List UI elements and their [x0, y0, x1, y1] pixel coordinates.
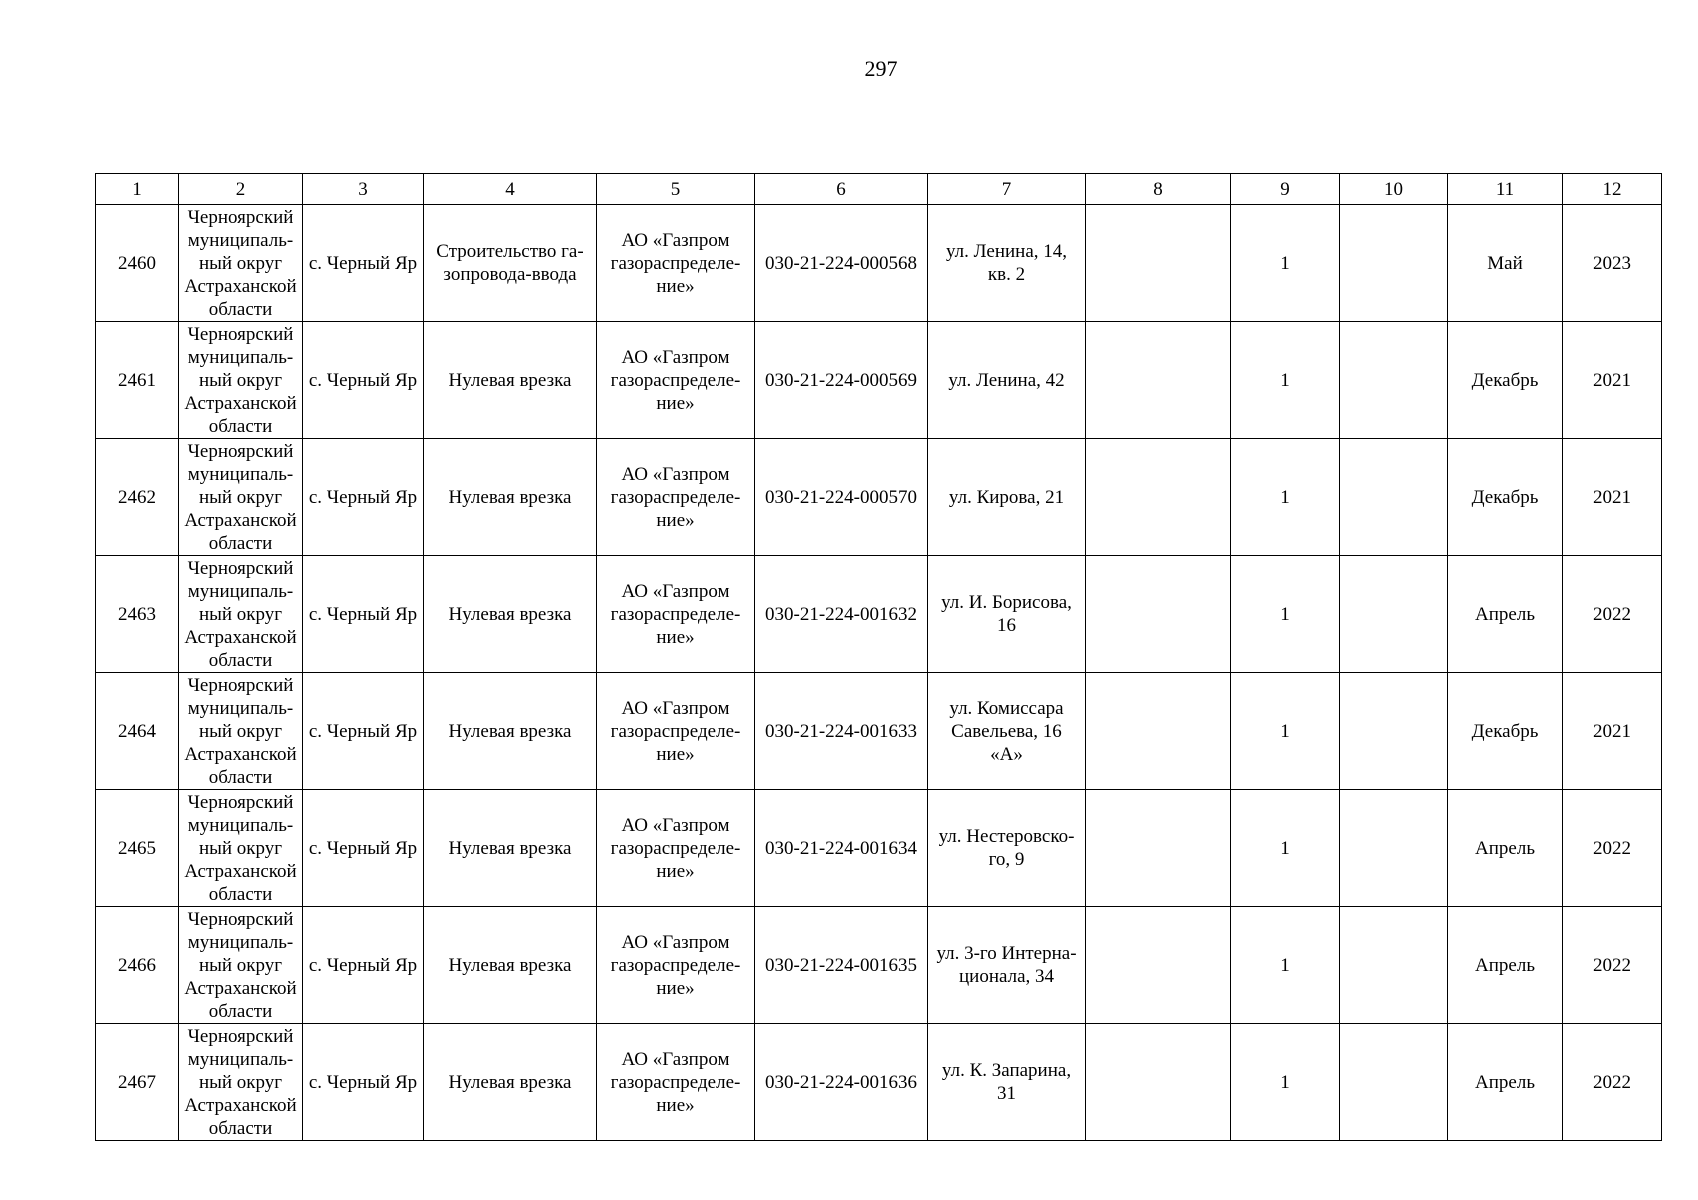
data-table [95, 173, 1662, 1141]
cell-line: Нулевая врезка [448, 954, 572, 976]
cell-line: 31 [997, 1083, 1016, 1104]
cell-line: газораспределе- [610, 252, 741, 274]
cell-line: АО «Газпром [621, 229, 730, 251]
column-header: 8 [1086, 174, 1231, 205]
column-10-cell [1340, 439, 1448, 556]
cell-line: АО «Газпром [621, 580, 730, 602]
cell-line: АО «Газпром [621, 814, 730, 836]
cell-line: муниципаль- [187, 1048, 294, 1070]
work-type-cell [424, 673, 597, 790]
cell-line: ный округ [198, 720, 283, 742]
organization-cell [597, 556, 755, 673]
cell-line: АО «Газпром [621, 931, 730, 953]
cell-line: ул. Нестеровско- [938, 826, 1075, 847]
cell-line: ционала, 34 [958, 966, 1055, 987]
object-code-cell: 030-21-224-001635 [755, 907, 928, 1024]
column-8-cell [1086, 907, 1231, 1024]
cell-line: АО «Газпром [621, 463, 730, 485]
organization-cell [597, 439, 755, 556]
column-10-cell [1340, 1024, 1448, 1141]
municipality-cell [179, 790, 303, 907]
cell-line: Астраханской [184, 977, 297, 999]
cell-line: ние» [656, 1094, 695, 1116]
header-row [96, 174, 1662, 205]
organization-cell [597, 673, 755, 790]
column-10-cell [1340, 322, 1448, 439]
work-type-cell [424, 322, 597, 439]
year-cell: 2022 [1563, 790, 1662, 907]
cell-line: газораспределе- [610, 369, 741, 391]
year-cell: 2021 [1563, 322, 1662, 439]
cell-line: муниципаль- [187, 814, 294, 836]
column-10-cell [1340, 673, 1448, 790]
row-number-cell: 2461 [96, 322, 179, 439]
address-cell [928, 439, 1086, 556]
organization-cell [597, 907, 755, 1024]
cell-line: Нулевая врезка [448, 837, 572, 859]
column-header: 7 [928, 174, 1086, 205]
year-cell: 2022 [1563, 556, 1662, 673]
address-cell [928, 673, 1086, 790]
cell-line: Нулевая врезка [448, 720, 572, 742]
table-row [96, 790, 1662, 907]
cell-line: газораспределе- [610, 603, 741, 625]
locality-cell: с. Черный Яр [303, 205, 424, 322]
work-type-cell [424, 1024, 597, 1141]
cell-line: ние» [656, 275, 695, 297]
row-number-cell: 2462 [96, 439, 179, 556]
cell-line: Нулевая врезка [448, 603, 572, 625]
cell-line: ние» [656, 860, 695, 882]
municipality-cell [179, 1024, 303, 1141]
column-8-cell [1086, 673, 1231, 790]
cell-line: Астраханской [184, 1094, 297, 1116]
cell-line: зопровода-ввода [443, 264, 577, 285]
cell-line: ул. 3-го Интерна- [936, 943, 1077, 964]
locality-cell: с. Черный Яр [303, 907, 424, 1024]
quantity-cell: 1 [1231, 322, 1340, 439]
cell-line: ние» [656, 977, 695, 999]
cell-line: муниципаль- [187, 346, 294, 368]
cell-line: ул. Кирова, 21 [948, 486, 1065, 508]
cell-line: области [208, 298, 273, 320]
column-8-cell [1086, 790, 1231, 907]
row-number-cell: 2460 [96, 205, 179, 322]
table-row [96, 556, 1662, 673]
cell-line: Черноярский [187, 791, 294, 813]
month-cell: Апрель [1448, 790, 1563, 907]
column-10-cell [1340, 205, 1448, 322]
locality-cell: с. Черный Яр [303, 1024, 424, 1141]
row-number-cell: 2464 [96, 673, 179, 790]
column-header: 3 [303, 174, 424, 205]
quantity-cell: 1 [1231, 556, 1340, 673]
cell-line: ный округ [198, 1071, 283, 1093]
column-10-cell [1340, 790, 1448, 907]
column-8-cell [1086, 439, 1231, 556]
cell-line: ул. Ленина, 42 [948, 369, 1065, 391]
table-row [96, 439, 1662, 556]
cell-line: газораспределе- [610, 720, 741, 742]
column-header: 5 [597, 174, 755, 205]
column-8-cell [1086, 556, 1231, 673]
object-code-cell: 030-21-224-001632 [755, 556, 928, 673]
cell-line: Черноярский [187, 323, 294, 345]
column-header: 1 [96, 174, 179, 205]
year-cell: 2021 [1563, 673, 1662, 790]
municipality-cell [179, 439, 303, 556]
locality-cell: с. Черный Яр [303, 439, 424, 556]
cell-line: газораспределе- [610, 954, 741, 976]
cell-line: области [208, 1000, 273, 1022]
row-number-cell: 2467 [96, 1024, 179, 1141]
cell-line: Черноярский [187, 1025, 294, 1047]
column-10-cell [1340, 907, 1448, 1024]
work-type-cell [424, 790, 597, 907]
municipality-cell [179, 205, 303, 322]
cell-line: Черноярский [187, 440, 294, 462]
locality-cell: с. Черный Яр [303, 322, 424, 439]
cell-line: Савельева, 16 [951, 720, 1062, 742]
organization-cell [597, 322, 755, 439]
cell-line: области [208, 1117, 273, 1139]
column-header: 10 [1340, 174, 1448, 205]
address-cell [928, 907, 1086, 1024]
cell-line: ние» [656, 626, 695, 648]
cell-line: Астраханской [184, 392, 297, 414]
cell-line: Черноярский [187, 674, 294, 696]
cell-line: ул. И. Борисова, [941, 592, 1072, 613]
object-code-cell: 030-21-224-001636 [755, 1024, 928, 1141]
work-type-cell [424, 205, 597, 322]
cell-line: муниципаль- [187, 580, 294, 602]
cell-line: Черноярский [187, 908, 294, 930]
quantity-cell: 1 [1231, 907, 1340, 1024]
cell-line: муниципаль- [187, 931, 294, 953]
cell-line: Строительство га- [436, 241, 584, 262]
column-header: 6 [755, 174, 928, 205]
object-code-cell: 030-21-224-001634 [755, 790, 928, 907]
year-cell: 2021 [1563, 439, 1662, 556]
cell-line: Нулевая врезка [448, 369, 572, 391]
cell-line: газораспределе- [610, 1071, 741, 1093]
table-row [96, 1024, 1662, 1141]
cell-line: Нулевая врезка [448, 486, 572, 508]
quantity-cell: 1 [1231, 1024, 1340, 1141]
table-row [96, 673, 1662, 790]
cell-line: ный округ [198, 603, 283, 625]
cell-line: газораспределе- [610, 486, 741, 508]
address-cell [928, 790, 1086, 907]
cell-line: муниципаль- [187, 697, 294, 719]
month-cell: Апрель [1448, 1024, 1563, 1141]
cell-line: ул. Ленина, 14, [945, 241, 1068, 262]
cell-line: ул. К. Запарина, [941, 1060, 1072, 1081]
month-cell: Декабрь [1448, 322, 1563, 439]
month-cell: Декабрь [1448, 673, 1563, 790]
address-cell [928, 205, 1086, 322]
quantity-cell: 1 [1231, 790, 1340, 907]
column-8-cell [1086, 1024, 1231, 1141]
cell-line: ный округ [198, 486, 283, 508]
organization-cell [597, 790, 755, 907]
row-number-cell: 2463 [96, 556, 179, 673]
row-number-cell: 2466 [96, 907, 179, 1024]
column-10-cell [1340, 556, 1448, 673]
quantity-cell: 1 [1231, 673, 1340, 790]
work-type-cell [424, 556, 597, 673]
column-header: 11 [1448, 174, 1563, 205]
work-type-cell [424, 439, 597, 556]
work-type-cell [424, 907, 597, 1024]
cell-line: муниципаль- [187, 463, 294, 485]
cell-line: муниципаль- [187, 229, 294, 251]
cell-line: Астраханской [184, 626, 297, 648]
column-header: 9 [1231, 174, 1340, 205]
cell-line: ние» [656, 509, 695, 531]
cell-line: 16 [997, 615, 1016, 636]
quantity-cell: 1 [1231, 205, 1340, 322]
month-cell: Май [1448, 205, 1563, 322]
municipality-cell [179, 673, 303, 790]
object-code-cell: 030-21-224-000570 [755, 439, 928, 556]
object-code-cell: 030-21-224-000569 [755, 322, 928, 439]
cell-line: ный округ [198, 954, 283, 976]
cell-line: «А» [990, 743, 1023, 765]
cell-line: го, 9 [988, 849, 1025, 870]
table-row [96, 907, 1662, 1024]
year-cell: 2022 [1563, 907, 1662, 1024]
month-cell: Декабрь [1448, 439, 1563, 556]
month-cell: Апрель [1448, 556, 1563, 673]
cell-line: ние» [656, 743, 695, 765]
cell-line: газораспределе- [610, 837, 741, 859]
organization-cell [597, 205, 755, 322]
cell-line: АО «Газпром [621, 697, 730, 719]
column-header: 12 [1563, 174, 1662, 205]
quantity-cell: 1 [1231, 439, 1340, 556]
cell-line: Астраханской [184, 509, 297, 531]
locality-cell: с. Черный Яр [303, 556, 424, 673]
cell-line: Астраханской [184, 743, 297, 765]
cell-line: ный округ [198, 369, 283, 391]
cell-line: области [208, 649, 273, 671]
cell-line: Черноярский [187, 557, 294, 579]
cell-line: АО «Газпром [621, 1048, 730, 1070]
table-row [96, 205, 1662, 322]
cell-line: области [208, 766, 273, 788]
locality-cell: с. Черный Яр [303, 673, 424, 790]
cell-line: ный округ [198, 837, 283, 859]
column-8-cell [1086, 322, 1231, 439]
page-number: 297 [864, 56, 898, 81]
object-code-cell: 030-21-224-001633 [755, 673, 928, 790]
column-header: 4 [424, 174, 597, 205]
column-8-cell [1086, 205, 1231, 322]
cell-line: кв. 2 [987, 264, 1026, 285]
cell-line: Астраханской [184, 275, 297, 297]
cell-line: АО «Газпром [621, 346, 730, 368]
cell-line: ный округ [198, 252, 283, 274]
cell-line: ул. Комиссара [949, 697, 1064, 719]
cell-line: области [208, 883, 273, 905]
cell-line: Черноярский [187, 206, 294, 228]
table-body [96, 205, 1662, 1141]
municipality-cell [179, 556, 303, 673]
year-cell: 2023 [1563, 205, 1662, 322]
municipality-cell [179, 907, 303, 1024]
object-code-cell: 030-21-224-000568 [755, 205, 928, 322]
cell-line: Нулевая врезка [448, 1071, 572, 1093]
organization-cell [597, 1024, 755, 1141]
municipality-cell [179, 322, 303, 439]
address-cell [928, 322, 1086, 439]
address-cell [928, 556, 1086, 673]
cell-line: области [208, 532, 273, 554]
row-number-cell: 2465 [96, 790, 179, 907]
month-cell: Апрель [1448, 907, 1563, 1024]
cell-line: области [208, 415, 273, 437]
cell-line: ние» [656, 392, 695, 414]
address-cell [928, 1024, 1086, 1141]
year-cell: 2022 [1563, 1024, 1662, 1141]
column-header: 2 [179, 174, 303, 205]
table-row [96, 322, 1662, 439]
cell-line: Астраханской [184, 860, 297, 882]
locality-cell: с. Черный Яр [303, 790, 424, 907]
